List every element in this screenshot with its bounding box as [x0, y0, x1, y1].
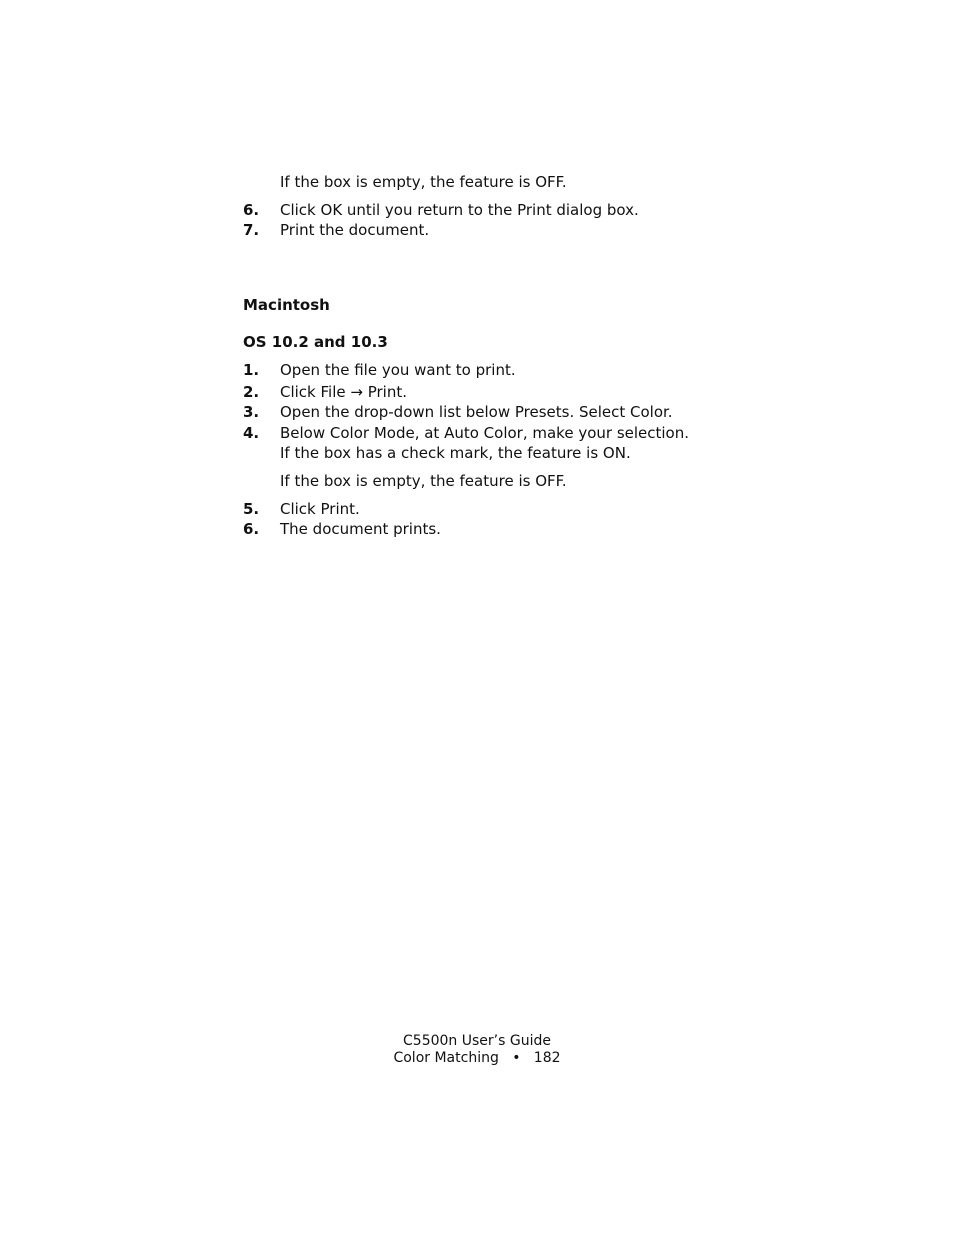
- step-text: Open the drop-down list below Presets. Select Color.: [280, 403, 673, 421]
- step-number: 2.: [243, 383, 260, 401]
- step-number: 5.: [243, 500, 260, 518]
- subsection-heading: OS 10.2 and 10.3: [243, 333, 388, 351]
- step-text: Click Print.: [280, 500, 360, 518]
- step-number: 6.: [243, 520, 260, 538]
- step-text: The document prints.: [280, 520, 441, 538]
- note-box-empty: If the box is empty, the feature is OFF.: [280, 472, 567, 490]
- step-number: 7.: [243, 221, 260, 239]
- step-text: Print the document.: [280, 221, 430, 239]
- step-number: 4.: [243, 424, 260, 442]
- footer-guide-title: C5500n User’s Guide: [403, 1033, 551, 1049]
- step-number: 1.: [243, 361, 260, 379]
- step-text: Below Color Mode, at Auto Color, make your selection.: [280, 424, 690, 442]
- step-number: 6.: [243, 201, 260, 219]
- step-text: Click File → Print.: [280, 383, 407, 401]
- step-continuation: If the box has a check mark, the feature is ON.: [280, 444, 631, 462]
- step-text: Click OK until you return to the Print dialog box.: [280, 201, 639, 219]
- step-text: Open the file you want to print.: [280, 361, 516, 379]
- footer-section-page: Color Matching • 182: [393, 1050, 561, 1066]
- section-heading: Macintosh: [243, 296, 330, 314]
- note-box-empty: If the box is empty, the feature is OFF.: [280, 173, 567, 191]
- step-number: 3.: [243, 403, 260, 421]
